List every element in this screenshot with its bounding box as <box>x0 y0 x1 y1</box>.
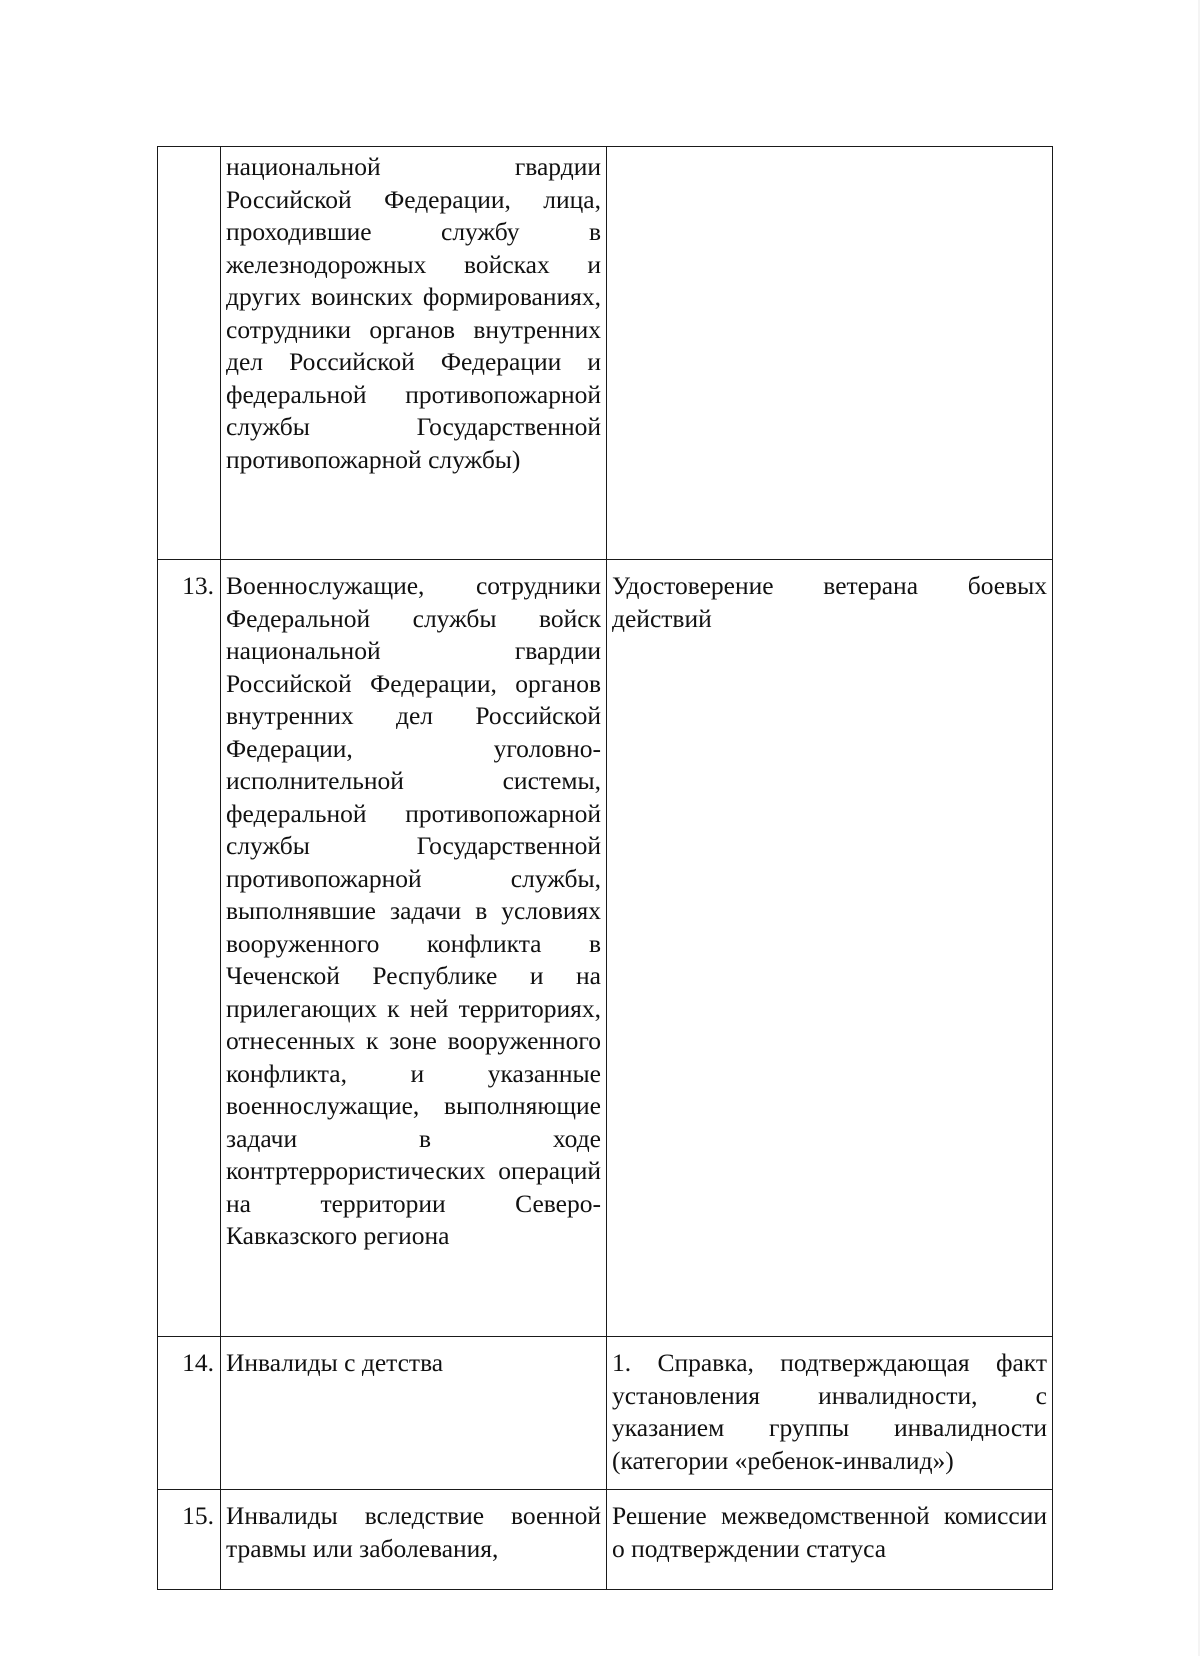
table-row <box>158 560 1053 1337</box>
row-number: 14. <box>158 1337 221 1490</box>
table-row <box>158 1337 1053 1490</box>
row-number: 13. <box>158 560 221 1337</box>
category-cell: Военнослужащие, сотрудники Федеральной службы войск национальной гвардии Российской Федерации, органов внутренних дел Российской Федерации, уголовно-исполнительной системы, федеральной противопожарной службы Государственной противопожарной службы, выполнявшие задачи в условиях вооруженного конфликта в Чеченской Республике и на прилегающих к ней территориях, отнесенных к зоне вооруженного конфликта, и указанные военнослужащие, выполняющие задачи в ходе контртеррористических операций на территории Северо-Кавказского региона <box>221 560 607 1337</box>
benefits-table <box>157 146 1053 1590</box>
documents-cell: 1. Справка, подтверждающая факт установления инвалидности, с указанием группы инвалидности (категории «ребенок-инвалид») <box>607 1337 1053 1490</box>
table-row <box>158 1490 1053 1590</box>
category-cell: национальной гвардии Российской Федерации, лица, проходившие службу в железнодорожных войсках и других воинских формированиях, сотрудники органов внутренних дел Российской Федерации и федеральной противопожарной службы Государственной противопожарной службы) <box>221 147 607 560</box>
row-number <box>158 147 221 560</box>
documents-cell: Удостоверение ветерана боевых действий <box>607 560 1053 1337</box>
table-row <box>158 147 1053 560</box>
category-cell: Инвалиды вследствие военной травмы или заболевания, <box>221 1490 607 1590</box>
category-cell: Инвалиды с детства <box>221 1337 607 1490</box>
documents-cell: Решение межведомственной комиссии о подтверждении статуса <box>607 1490 1053 1590</box>
row-number: 15. <box>158 1490 221 1590</box>
documents-cell <box>607 147 1053 560</box>
